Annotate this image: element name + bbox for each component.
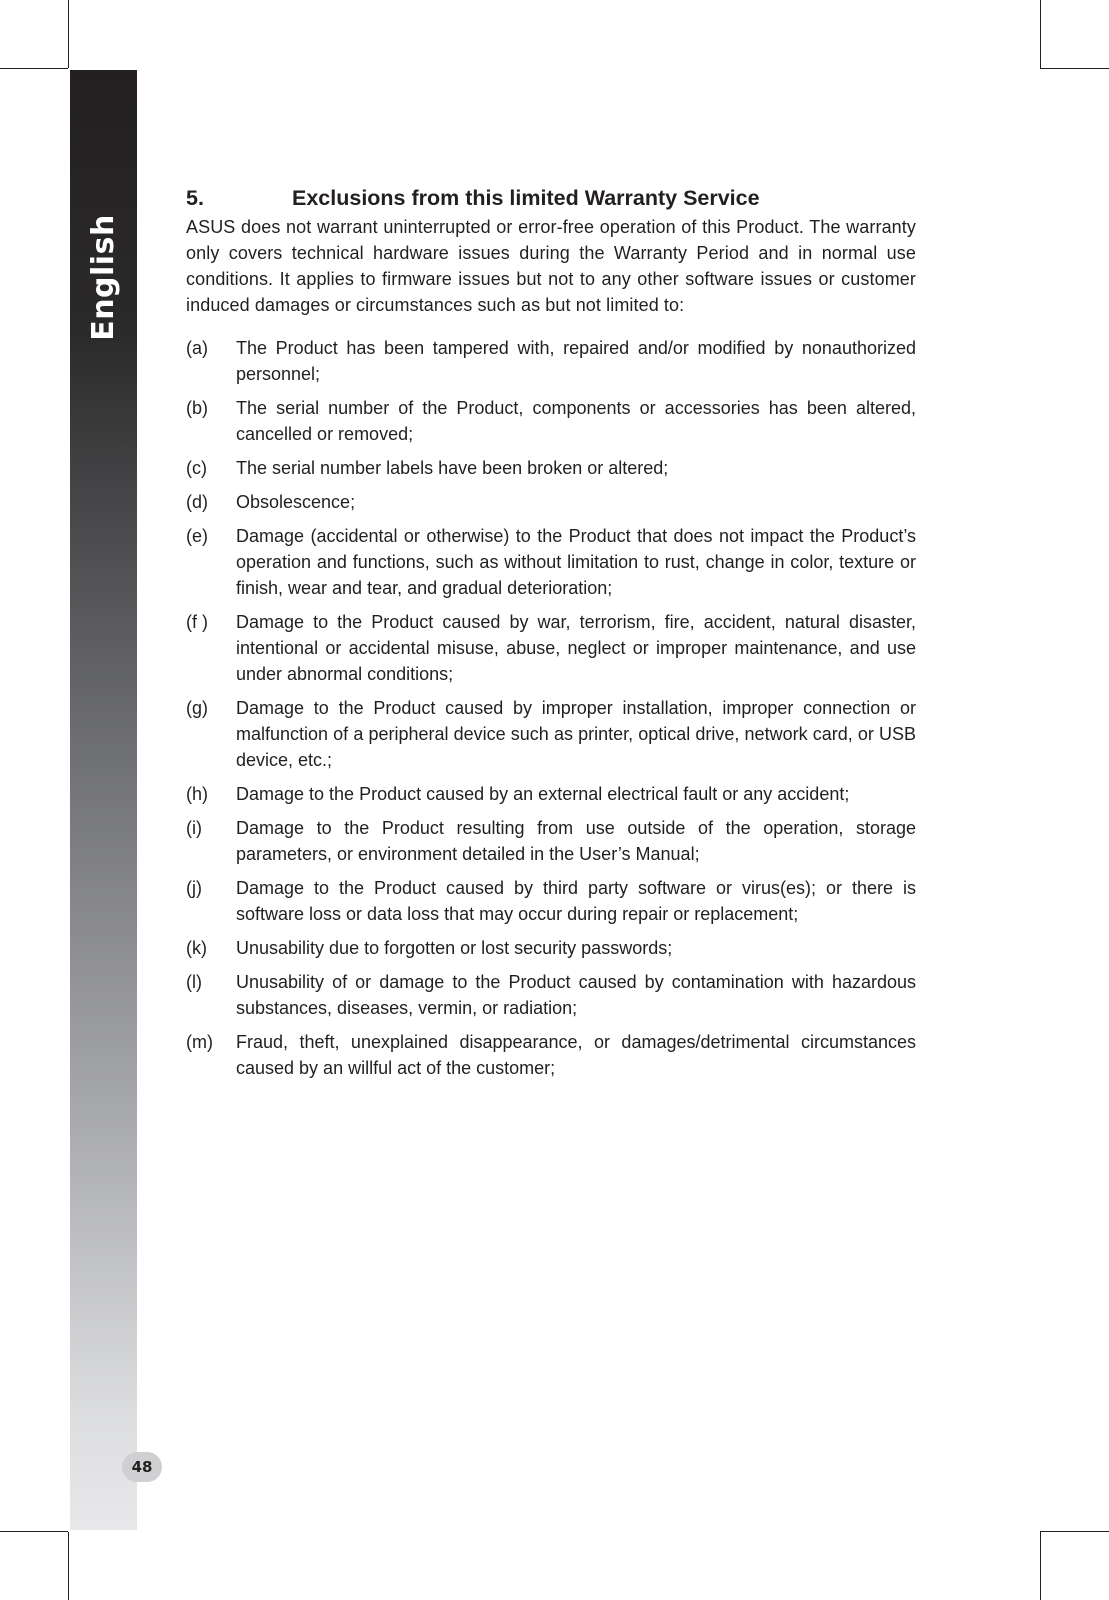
crop-mark [1040,68,1109,69]
list-item-marker: (g) [186,698,208,718]
list-item [186,335,916,387]
section-intro: ASUS does not warrant uninterrupted or error-free operation of this Product. The warranty only covers technical hardware issues during the Warranty Period and in normal use conditions. It applies to firmware issues but not to any other software issues or customer induced damages or circumstances such as but not limited to: [186,217,916,315]
list-item-text: The serial number of the Product, components or accessories has been altered, cancelled or removed; [236,398,916,444]
list-item-text: Damage to the Product caused by war, terrorism, fire, accident, natural disaster, intentional or accidental misuse, abuse, neglect or improper maintenance, and use under abnormal conditions; [236,612,916,684]
list-item-text: Unusability due to forgotten or lost security passwords; [236,938,673,958]
crop-mark [68,0,69,68]
list-item-text: Obsolescence; [236,492,356,512]
list-item [186,455,916,481]
language-label [70,214,137,341]
list-item-marker: (f ) [186,612,208,632]
list-item [186,781,916,807]
list-item [186,489,916,515]
section-heading [186,184,916,212]
list-item [186,395,916,447]
list-item-marker: (l) [186,972,202,992]
list-item [186,969,916,1021]
list-item-text: Damage to the Product caused by improper installation, improper connection or malfunction of a peripheral device such as printer, optical drive, network card, or USB device, etc.; [236,698,916,770]
list-item [186,695,916,773]
list-item-text: Damage to the Product caused by third party software or virus(es); or there is software loss or data loss that may occur during repair or replacement; [236,878,916,924]
list-item-marker: (m) [186,1032,213,1052]
list-item-text: The Product has been tampered with, repaired and/or modified by nonauthorized personnel; [236,338,916,384]
list-item-marker: (i) [186,818,202,838]
exclusion-list [186,335,916,1081]
list-item-marker: (a) [186,338,208,358]
section-content [186,184,916,1089]
list-item [186,523,916,601]
list-item-marker: (c) [186,458,207,478]
crop-mark [1040,1531,1109,1532]
crop-mark [1040,0,1041,68]
section-number: 5. [186,186,204,210]
list-item-text: Damage to the Product resulting from use outside of the operation, storage parameters, or environment detailed in the User’s Manual; [236,818,916,864]
list-item-marker: (h) [186,784,208,804]
crop-mark [0,1531,68,1532]
list-item [186,815,916,867]
list-item-text: Damage to the Product caused by an external electrical fault or any accident; [236,784,850,804]
list-item-marker: (k) [186,938,207,958]
list-item-marker: (j) [186,878,202,898]
crop-mark [1040,1532,1041,1600]
list-item-marker: (b) [186,398,208,418]
list-item-marker: (d) [186,492,208,512]
list-item-marker: (e) [186,526,208,546]
crop-mark [0,68,68,69]
language-label-text: English [86,214,122,341]
list-item [186,875,916,927]
list-item [186,609,916,687]
list-item [186,935,916,961]
list-item [186,1029,916,1081]
list-item-text: Fraud, theft, unexplained disappearance, or damages/detrimental circumstances caused by an willful act of the customer; [236,1032,916,1078]
list-item-text: Damage (accidental or otherwise) to the Product that does not impact the Product’s operation and functions, such as without limitation to rust, change in color, texture or finish, wear and tear, and gradual deterioration; [236,526,916,598]
section-title: Exclusions from this limited Warranty Service [292,186,760,210]
page-number: 48 [122,1452,162,1482]
crop-mark [68,1532,69,1600]
list-item-text: The serial number labels have been broken or altered; [236,458,669,478]
list-item-text: Unusability of or damage to the Product caused by contamination with hazardous substances, diseases, vermin, or radiation; [236,972,916,1018]
